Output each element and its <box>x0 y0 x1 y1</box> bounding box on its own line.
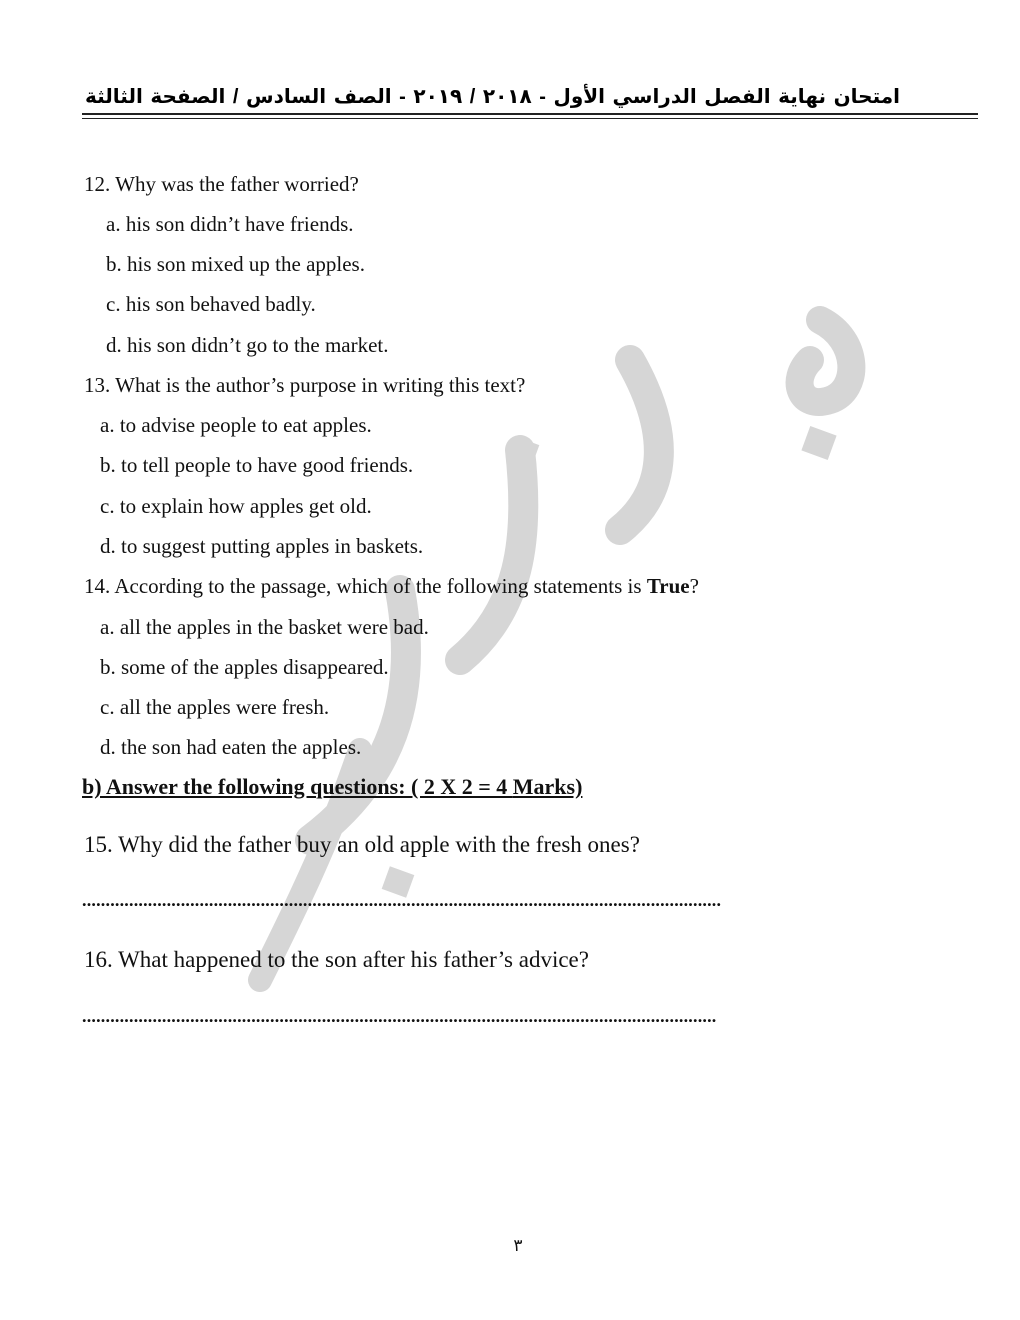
q13-option-c: c. to explain how apples get old. <box>100 494 372 518</box>
section-b-heading-text: b) Answer the following questions: ( 2 X 2 = 4 <box>82 774 513 799</box>
q12-option-d: d. his son didn’t go to the market. <box>106 333 389 357</box>
header-rule-thin <box>82 118 978 119</box>
q14-option-c: c. all the apples were fresh. <box>100 695 330 719</box>
header-rule-thick <box>82 113 978 115</box>
question-13: 13. What is the author’s purpose in writing this text? <box>84 373 526 397</box>
question-14-text: 14. According to the passage, which of the following statements is <box>84 574 647 598</box>
q12-option-c: c. his son behaved badly. <box>106 292 316 316</box>
question-14-end: ? <box>689 574 699 598</box>
q13-option-d: d. to suggest putting apples in baskets. <box>100 534 424 558</box>
q14-option-b: b. some of the apples disappeared. <box>100 655 389 679</box>
section-b-heading <box>82 774 582 800</box>
q14-option-a: a. all the apples in the basket were bad. <box>100 615 429 639</box>
page-header: امتحان نهاية الفصل الدراسي الأول - ٢٠١٨ / ٢٠١٩ - الصف السادس / الصفحة الثالثة <box>84 86 900 108</box>
answer-line-15[interactable]: ........................................................................................................................................ <box>82 890 722 910</box>
page-number: ٣ <box>513 1236 523 1256</box>
question-15: 15. Why did the father buy an old apple with the fresh ones? <box>84 832 640 857</box>
q13-option-b: b. to tell people to have good friends. <box>100 453 414 477</box>
question-12: 12. Why was the father worried? <box>84 172 359 196</box>
q12-option-b: b. his son mixed up the apples. <box>106 252 365 276</box>
question-14-bold-word: True <box>646 574 690 598</box>
q13-option-a: a. to advise people to eat apples. <box>100 413 372 437</box>
answer-line-16[interactable]: ....................................................................................................................................... <box>82 1006 717 1026</box>
question-14 <box>84 574 699 599</box>
question-16: 16. What happened to the son after his father’s advice? <box>84 947 589 972</box>
q14-option-d: d. the son had eaten the apples. <box>100 735 362 759</box>
section-b-marks: Marks) <box>512 774 583 799</box>
q12-option-a: a. his son didn’t have friends. <box>106 212 354 236</box>
